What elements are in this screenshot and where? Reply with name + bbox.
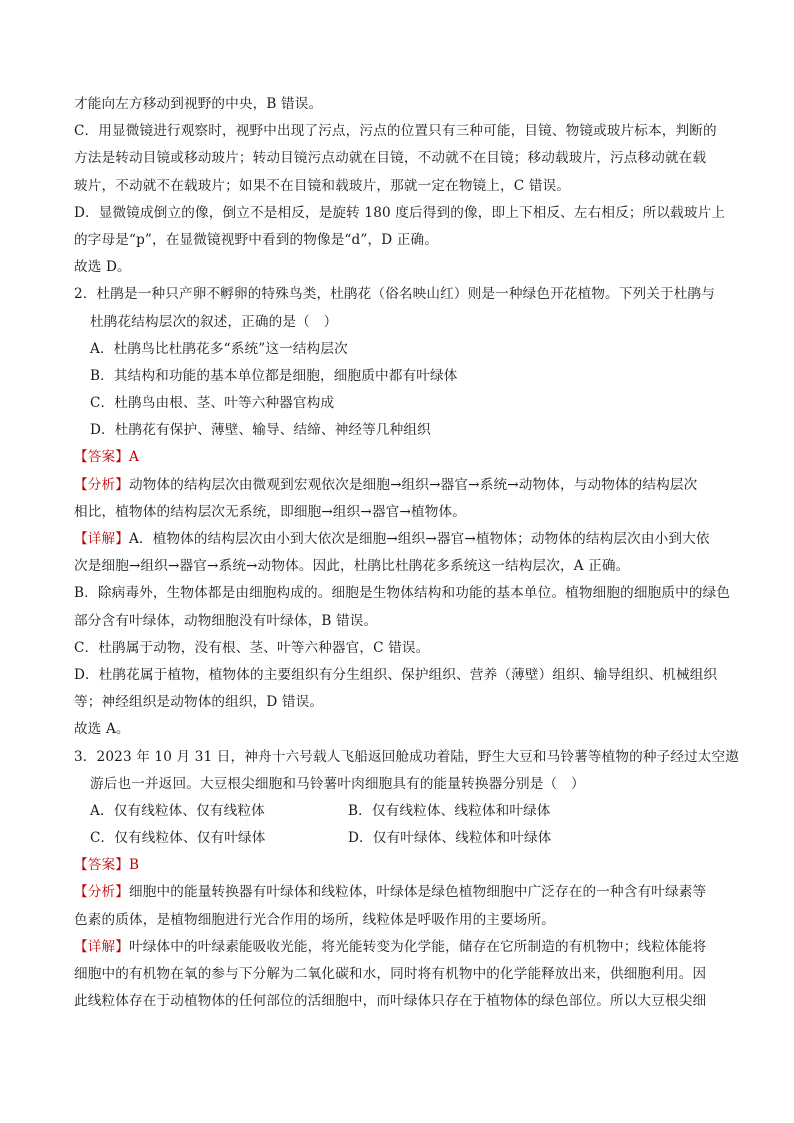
detail-label: 【详解】 (74, 938, 129, 955)
q2-answer (74, 444, 734, 471)
q2-stem: 2．杜鹃是一种只产卵不孵卵的特殊鸟类，杜鹃花（俗名映山红）则是一种绿色开花植物。下列关于杜鹃与 (74, 286, 716, 303)
q1-text-line: D．显微镜成倒立的像，倒立不是相反，是旋转 180 度后得到的像，即上下相反、左右相反；所以载玻片上 (74, 204, 726, 221)
q2-detail-line: C．杜鹃属于动物，没有根、茎、叶等六种器官，C 错误。 (74, 639, 430, 656)
detail-text: 叶绿体中的叶绿素能吸收光能，将光能转变为化学能，储存在它所制造的有机物中；线粒体能将 (128, 938, 707, 955)
answer-label: 【答案】 (74, 449, 129, 466)
q1-text-line: 的字母是“p”，在显微镜视野中看到的物像是“d”，D 正确。 (74, 231, 438, 248)
q1-conclusion: 故选 D。 (74, 259, 131, 276)
q2-detail-line: 次是细胞→组织→器官→系统→动物体。因此，杜鹃比杜鹃花多系统这一结构层次，A 正确。 (74, 558, 630, 575)
q2-detail-line: B．除病毒外，生物体都是由细胞构成的。细胞是生物体结构和功能的基本单位。植物细胞的细胞质中的绿色 (74, 585, 731, 602)
detail-text: A．植物体的结构层次由小到大依次是细胞→组织→器官→植物体；动物体的结构层次由小到大依 (128, 531, 710, 547)
q2-detail-line: 等；神经组织是动物体的组织，D 错误。 (74, 694, 324, 711)
q2-option-a: A．杜鹃鸟比杜鹃花多“系统”这一结构层次 (90, 340, 348, 357)
q3-stem: 游后也一并返回。大豆根尖细胞和马铃薯叶肉细胞具有的能量转换器分别是（ ） (90, 775, 585, 792)
answer-value: B (128, 857, 140, 874)
q2-stem: 杜鹃花结构层次的叙述，正确的是（ ） (90, 313, 338, 330)
detail-label: 【详解】 (74, 531, 129, 547)
q3-option-c: C．仅有线粒体、仅有叶绿体 (90, 830, 266, 847)
q3-option-b: B．仅有线粒体、线粒体和叶绿体 (348, 802, 551, 819)
q3-option-d: D．仅有叶绿体、线粒体和叶绿体 (348, 830, 552, 847)
q1-text-line: 才能向左方移动到视野的中央，B 错误。 (74, 96, 323, 112)
answer-value: A (128, 449, 139, 466)
q2-option-b: B．其结构和功能的基本单位都是细胞，细胞质中都有叶绿体 (90, 367, 458, 384)
q2-detail-line: D．杜鹃花属于植物，植物体的主要组织有分生组织、保护组织、营养（薄壁）组织、输导组织、机械组织 (74, 666, 718, 683)
q2-analysis-line: 相比，植物体的结构层次无系统，即细胞→组织→器官→植物体。 (74, 503, 466, 520)
analysis-label: 【分析】 (74, 884, 129, 901)
analysis-label: 【分析】 (74, 476, 129, 493)
q3-option-a: A．仅有线粒体、仅有线粒体 (90, 802, 265, 819)
q3-answer (74, 852, 734, 879)
q3-detail-line: 细胞中的有机物在氧的参与下分解为二氧化碳和水，同时将有机物中的化学能释放出来，供细胞利用。因 (74, 966, 707, 982)
q1-text-line: 方法是转动目镜或移动玻片；转动目镜污点动就在目镜，不动就不在目镜；移动载玻片，污点移动就在载 (74, 150, 707, 167)
q2-option-c: C．杜鹃鸟由根、茎、叶等六种器官构成 (90, 395, 335, 412)
q1-text-line: 玻片，不动就不在载玻片；如果不在目镜和载玻片，那就一定在物镜上，C 错误。 (74, 177, 571, 194)
q3-detail-line: 此线粒体存在于动植物体的任何部位的活细胞中，而叶绿体只存在于植物体的绿色部位。所以大豆根尖细 (74, 993, 707, 1010)
q2-conclusion: 故选 A。 (74, 721, 130, 738)
q3-options-row (74, 825, 734, 852)
analysis-text: 动物体的结构层次由微观到宏观依次是细胞→组织→器官→系统→动物体，与动物体的结构层次 (128, 476, 698, 493)
q2-detail-line: 部分含有叶绿体，动物细胞没有叶绿体，B 错误。 (74, 612, 378, 629)
answer-label: 【答案】 (74, 857, 129, 874)
q2-analysis (74, 472, 734, 499)
q3-analysis-line: 色素的质体，是植物细胞进行光合作用的场所，线粒体是呼吸作用的主要场所。 (74, 911, 556, 928)
q3-stem: 3．2023 年 10 月 31 日，神舟十六号载人飞船返回舱成功着陆，野生大豆和马铃薯等植物的种子经过太空遨 (74, 748, 740, 765)
q2-detail (74, 526, 734, 553)
page-content (74, 91, 740, 1015)
q2-option-d: D．杜鹃花有保护、薄壁、输导、结缔、神经等几种组织 (90, 422, 431, 439)
q3-detail (74, 934, 734, 961)
q1-text-line: C．用显微镜进行观察时，视野中出现了污点，污点的位置只有三种可能，目镜、物镜或玻片标本，判断的 (74, 123, 717, 140)
q3-options-row (74, 798, 734, 825)
analysis-text: 细胞中的能量转换器有叶绿体和线粒体，叶绿体是绿色植物细胞中广泛存在的一种含有叶绿素等 (128, 884, 707, 901)
q3-analysis (74, 879, 734, 906)
